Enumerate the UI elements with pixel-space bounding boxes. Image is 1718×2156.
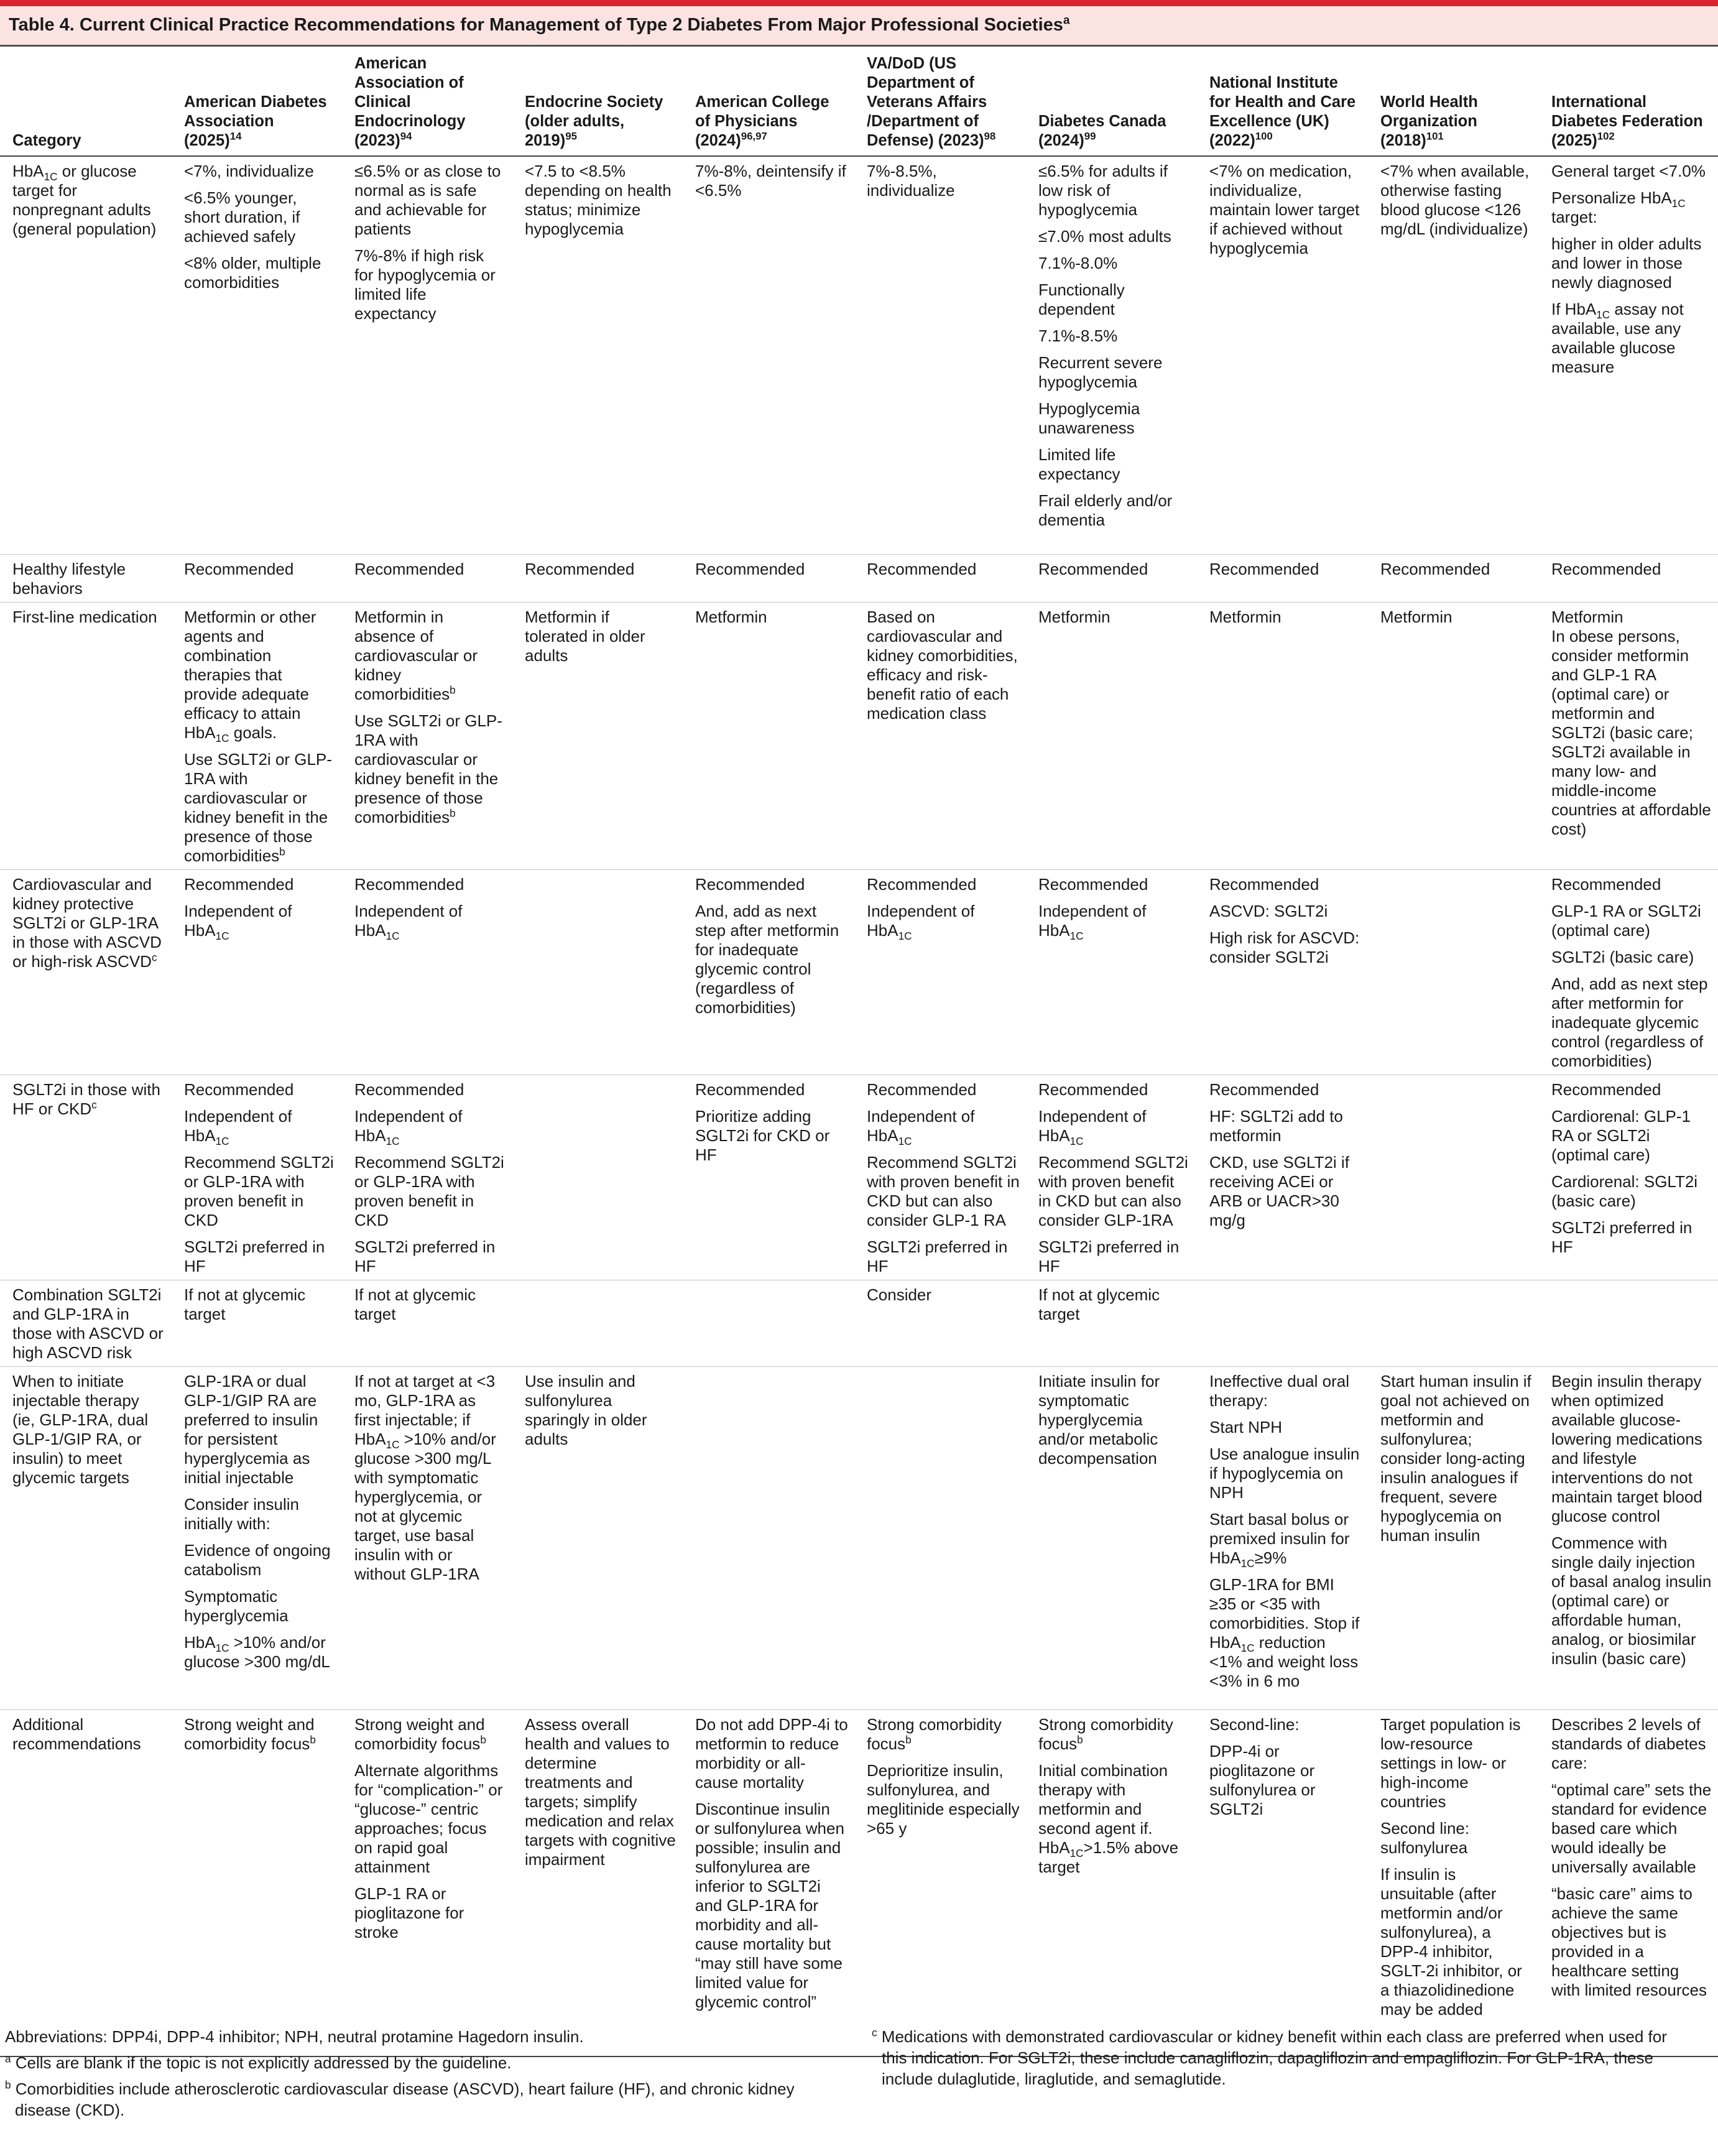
cell-idf: Begin insulin therapy when optimized available glucose-lowering medications and lifestyle interventions do not maintain target blood glucose control Commence with single daily injection of basal analog insulin (optimal care) or affordable human, analog, or biosimilar insulin (basic care) bbox=[1539, 1366, 1718, 1710]
cell-ada: Recommended bbox=[172, 554, 342, 602]
cell-idf: General target <7.0% Personalize HbA$_{1C}$ target: higher in older adults and lower in those newly diagnosed If HbA$_{1C}$ assay not available, use any available glucose measure bbox=[1551, 162, 1706, 376]
header-row bbox=[0, 48, 1718, 156]
cell-who: Target population is low-resource settings in low- or high-income countries Second line: sulfonylurea If insulin is unsuitable (after metformin and/or sulfonylurea), a DPP-4 inhibitor, SGLT-2i inhibitor, or a thiazolidinedione may be added bbox=[1368, 1710, 1539, 2057]
footnotes-right bbox=[872, 2026, 1680, 2094]
cell-who: Start human insulin if goal not achieved on metformin and sulfonylurea; consider long-acting insulin analogues if frequent, severe hypoglycemia on human insulin bbox=[1368, 1366, 1539, 1710]
cell-endocrine-society: Metformin if tolerated in older adults bbox=[512, 602, 683, 869]
cell-nice: Recommended ASCVD: SGLT2i High risk for ASCVD: consider SGLT2i bbox=[1197, 869, 1368, 1075]
row-category: SGLT2i in those with HF or CKD$^c$ bbox=[0, 1075, 172, 1280]
footnotes-left bbox=[5, 2026, 844, 2126]
recommendations-table bbox=[0, 48, 1718, 2057]
cell-ada: Strong weight and comorbidity focus$^b$ bbox=[172, 1710, 342, 2057]
cell-who bbox=[1368, 1280, 1539, 1366]
header-va-dod: VA/DoD (US Department of Veterans Affairs /Department of Defense) $(2023)^{98}$ bbox=[854, 48, 1026, 156]
row-category: HbA$_{1C}$ or glucose target for nonpregnant adults (general population) bbox=[12, 162, 157, 238]
cell-idf bbox=[1539, 1280, 1718, 1366]
header-ada: American Diabetes Association $(2025)^{14}$ bbox=[172, 48, 342, 156]
table-row bbox=[0, 869, 1718, 1075]
top-accent-rule bbox=[0, 0, 1718, 6]
header-nice: National Institute for Health and Care Excellence (UK) $(2022)^{100}$ bbox=[1197, 48, 1368, 156]
footnote-b: $^b$ Comorbidities include atherosclerotic cardiovascular disease (ASCVD), heart failure (HF), and chronic kidney disease (CKD). bbox=[5, 2078, 795, 2119]
cell-aace: Recommended Independent of HbA$_{1C}$ Recommend SGLT2i or GLP-1RA with proven benefit in CKD SGLT2i preferred in HF bbox=[342, 1075, 512, 1280]
table-row bbox=[0, 554, 1718, 602]
footnote-c: $^c$ Medications with demonstrated cardiovascular or kidney benefit within each class are preferred when used for this indication. For SGLT2i, these include canagliflozin, dapagliflozin and empagliflozin. For GLP-1RA, these include dulaglutide, liraglutide, and semaglutide. bbox=[872, 2026, 1667, 2088]
cell-nice: Metformin bbox=[1197, 602, 1368, 869]
header-acp: American College of Physicians $(2024)^{96,97}$ bbox=[683, 48, 854, 156]
cell-va-dod: 7%-8.5%, individualize bbox=[867, 162, 955, 200]
cell-diabetes-canada: Recommended Independent of HbA$_{1C}$ Recommend SGLT2i with proven benefit in CKD but can also consider GLP-1RA SGLT2i preferred in HF bbox=[1026, 1075, 1197, 1280]
cell-endocrine-society: Use insulin and sulfonylurea sparingly in older adults bbox=[512, 1366, 683, 1710]
cell-va-dod: Recommended bbox=[854, 554, 1026, 602]
cell-who: Recommended bbox=[1368, 554, 1539, 602]
cell-ada: Recommended Independent of HbA$_{1C}$ bbox=[172, 869, 342, 1075]
cell-ada: Recommended Independent of HbA$_{1C}$ Recommend SGLT2i or GLP-1RA with proven benefit in CKD SGLT2i preferred in HF bbox=[172, 1075, 342, 1280]
cell-idf: Recommended bbox=[1539, 554, 1718, 602]
cell-endocrine-society bbox=[512, 1075, 683, 1280]
table-row bbox=[0, 1280, 1718, 1366]
cell-endocrine-society: Recommended bbox=[512, 554, 683, 602]
table-row bbox=[0, 1710, 1718, 2057]
cell-va-dod: Strong comorbidity focus$^b$ Deprioritize insulin, sulfonylurea, and meglitinide especially >65 y bbox=[854, 1710, 1026, 2057]
cell-endocrine-society: <7.5 to <8.5% depending on health status; minimize hypoglycemia bbox=[525, 162, 672, 238]
cell-idf: Recommended Cardiorenal: GLP-1 RA or SGLT2i (optimal care) Cardiorenal: SGLT2i (basic care) SGLT2i preferred in HF bbox=[1539, 1075, 1718, 1280]
header-aace: American Association of Clinical Endocrinology $(2023)^{94}$ bbox=[342, 48, 512, 156]
cell-aace: If not at target at <3 mo, GLP-1RA as first injectable; if HbA$_{1C}$ >10% and/or glucose >300 mg/L with symptomatic hyperglycemia, or not at glycemic target, use basal insulin with or without GLP-1RA bbox=[342, 1366, 512, 1710]
table-row bbox=[0, 602, 1718, 869]
cell-acp: Recommended Prioritize adding SGLT2i for CKD or HF bbox=[683, 1075, 854, 1280]
header-who: World Health Organization $(2018)^{101}$ bbox=[1368, 48, 1539, 156]
cell-who: <7% when available, otherwise fasting blood glucose <126 mg/dL (individualize) bbox=[1380, 162, 1530, 238]
cell-diabetes-canada: Strong comorbidity focus$^b$ Initial combination therapy with metformin and second agent if. HbA$_{1C}$>1.5% above target bbox=[1026, 1710, 1197, 2057]
cell-acp: Metformin bbox=[683, 602, 854, 869]
cell-endocrine-society bbox=[512, 869, 683, 1075]
cell-nice: Recommended HF: SGLT2i add to metformin CKD, use SGLT2i if receiving ACEi or ARB or UACR>30 mg/g bbox=[1197, 1075, 1368, 1280]
cell-ada: If not at glycemic target bbox=[172, 1280, 342, 1366]
header-diabetes-canada: Diabetes Canada $(2024)^{99}$ bbox=[1026, 48, 1197, 156]
row-category: When to initiate injectable therapy (ie, GLP-1RA, dual GLP-1/GIP RA, or insulin) to meet glycemic targets bbox=[0, 1366, 172, 1710]
footnote-a: $^a$ Cells are blank if the topic is not explicitly addressed by the guideline. bbox=[5, 2052, 512, 2072]
cell-who bbox=[1368, 1075, 1539, 1280]
cell-diabetes-canada: If not at glycemic target bbox=[1026, 1280, 1197, 1366]
cell-who bbox=[1368, 869, 1539, 1075]
cell-diabetes-canada: Metformin bbox=[1026, 602, 1197, 869]
cell-idf: Describes 2 levels of standards of diabetes care: “optimal care” sets the standard for evidence based care which would ideally be universally available “basic care” aims to achieve the same objectives but is provided in a healthcare setting with limited resources bbox=[1539, 1710, 1718, 2057]
footnote-abbreviations: Abbreviations: DPP4i, DPP-4 inhibitor; NPH, neutral protamine Hagedorn insulin. bbox=[5, 2027, 584, 2046]
row-category: First-line medication bbox=[0, 602, 172, 869]
cell-nice: Ineffective dual oral therapy: Start NPH Use analogue insulin if hypoglycemia on NPH Start basal bolus or premixed insulin for HbA$_{1C}$≥9% GLP-1RA for BMI ≥35 or <35 with comorbidities. Stop if HbA$_{1C}$ reduction <1% and weight loss <3% in 6 mo bbox=[1197, 1366, 1368, 1710]
cell-nice: <7% on medication, individualize, maintain lower target if achieved without hypoglycemia bbox=[1209, 162, 1360, 257]
row-category: Additional recommendations bbox=[0, 1710, 172, 2057]
cell-diabetes-canada: ≤6.5% for adults if low risk of hypoglycemia ≤7.0% most adults 7.1%-8.0% Functionally dependent 7.1%-8.5% Recurrent severe hypoglycemia Hypoglycemia unawareness Limited life expectancy Frail elderly and/or dementia bbox=[1038, 162, 1173, 529]
cell-aace: If not at glycemic target bbox=[342, 1280, 512, 1366]
cell-acp: Recommended bbox=[683, 554, 854, 602]
cell-va-dod: Recommended Independent of HbA$_{1C}$ Recommend SGLT2i with proven benefit in CKD but can also consider GLP-1 RA SGLT2i preferred in HF bbox=[854, 1075, 1026, 1280]
table-title bbox=[0, 6, 1718, 45]
cell-va-dod bbox=[854, 1366, 1026, 1710]
cell-acp: Recommended And, add as next step after metformin for inadequate glycemic control (regardless of comorbidities) bbox=[683, 869, 854, 1075]
cell-endocrine-society bbox=[512, 1280, 683, 1366]
cell-acp bbox=[683, 1280, 854, 1366]
table-title-text: Table 4. Current Clinical Practice Recommendations for Management of Type 2 Diabetes From Major Professional Societies bbox=[9, 15, 1063, 35]
header-category: Category bbox=[0, 48, 172, 156]
cell-acp: Do not add DPP-4i to metformin to reduce morbidity or all-cause mortality Discontinue insulin or sulfonylurea when possible; insulin and sulfonylurea are inferior to SGLT2i and GLP-1RA for morbidity and all-cause mortality but “may still have some limited value for glycemic control” bbox=[683, 1710, 854, 2057]
cell-ada: Metformin or other agents and combination therapies that provide adequate efficacy to attain HbA$_{1C}$ goals. Use SGLT2i or GLP-1RA with cardiovascular or kidney benefit in the presence of those comorbidities$^b$ bbox=[172, 602, 342, 869]
row-category: Healthy lifestyle behaviors bbox=[0, 554, 172, 602]
table-row bbox=[0, 156, 1718, 554]
row-category: Combination SGLT2i and GLP-1RA in those with ASCVD or high ASCVD risk bbox=[0, 1280, 172, 1366]
cell-va-dod: Based on cardiovascular and kidney comorbidities, efficacy and risk-benefit ratio of each medication class bbox=[854, 602, 1026, 869]
cell-acp bbox=[683, 1366, 854, 1710]
cell-aace: Recommended Independent of HbA$_{1C}$ bbox=[342, 869, 512, 1075]
header-endocrine-society: Endocrine Society (older adults, 2019)$^{95}$ bbox=[512, 48, 683, 156]
cell-endocrine-society: Assess overall health and values to determine treatments and targets; simplify medication and relax targets with cognitive impairment bbox=[512, 1710, 683, 2057]
table-row bbox=[0, 1075, 1718, 1280]
cell-idf: Recommended GLP-1 RA or SGLT2i (optimal care) SGLT2i (basic care) And, add as next step after metformin for inadequate glycemic control (regardless of comorbidities) bbox=[1539, 869, 1718, 1075]
cell-aace: Strong weight and comorbidity focus$^b$ Alternate algorithms for “complication-” or “glucose-” centric approaches; focus on rapid goal attainment GLP-1 RA or pioglitazone for stroke bbox=[342, 1710, 512, 2057]
title-rule bbox=[0, 45, 1718, 47]
cell-ada: GLP-1RA or dual GLP-1/GIP RA are preferred to insulin for persistent hyperglycemia as initial injectable Consider insulin initially with: Evidence of ongoing catabolism Symptomatic hyperglycemia HbA$_{1C}$ >10% and/or glucose >300 mg/dL bbox=[172, 1366, 342, 1710]
cell-idf: Metformin In obese persons, consider metformin and GLP-1 RA (optimal care) or metformin and SGLT2i (basic care; SGLT2i available in many low- and middle-income countries at affordable cost) bbox=[1539, 602, 1718, 869]
title-footnote-mark: a bbox=[1063, 14, 1070, 27]
header-idf: International Diabetes Federation $(2025)^{102}$ bbox=[1539, 48, 1718, 156]
cell-aace: Metformin in absence of cardiovascular or kidney comorbidities$^b$ Use SGLT2i or GLP-1RA with cardiovascular or kidney benefit in the presence of those comorbidities$^b$ bbox=[342, 602, 512, 869]
cell-va-dod: Consider bbox=[854, 1280, 1026, 1366]
cell-acp: 7%-8%, deintensify if <6.5% bbox=[695, 162, 846, 200]
cell-diabetes-canada: Recommended bbox=[1026, 554, 1197, 602]
cell-diabetes-canada: Initiate insulin for symptomatic hyperglycemia and/or metabolic decompensation bbox=[1026, 1366, 1197, 1710]
cell-aace: ≤6.5% or as close to normal as is safe and achievable for patients 7%-8% if high risk for hypoglycemia or limited life expectancy bbox=[354, 162, 501, 323]
cell-nice bbox=[1197, 1280, 1368, 1366]
cell-va-dod: Recommended Independent of HbA$_{1C}$ bbox=[854, 869, 1026, 1075]
cell-nice: Second-line: DPP-4i or pioglitazone or sulfonylurea or SGLT2i bbox=[1197, 1710, 1368, 2057]
cell-who: Metformin bbox=[1368, 602, 1539, 869]
cell-aace: Recommended bbox=[342, 554, 512, 602]
cell-ada: <7%, individualize <6.5% younger, short duration, if achieved safely <8% older, multiple comorbidities bbox=[184, 162, 321, 292]
table-row bbox=[0, 1366, 1718, 1710]
cell-diabetes-canada: Recommended Independent of HbA$_{1C}$ bbox=[1026, 869, 1197, 1075]
cell-nice: Recommended bbox=[1197, 554, 1368, 602]
row-category: Cardiovascular and kidney protective SGLT2i or GLP-1RA in those with ASCVD or high-risk ASCVD$^c$ bbox=[0, 869, 172, 1075]
